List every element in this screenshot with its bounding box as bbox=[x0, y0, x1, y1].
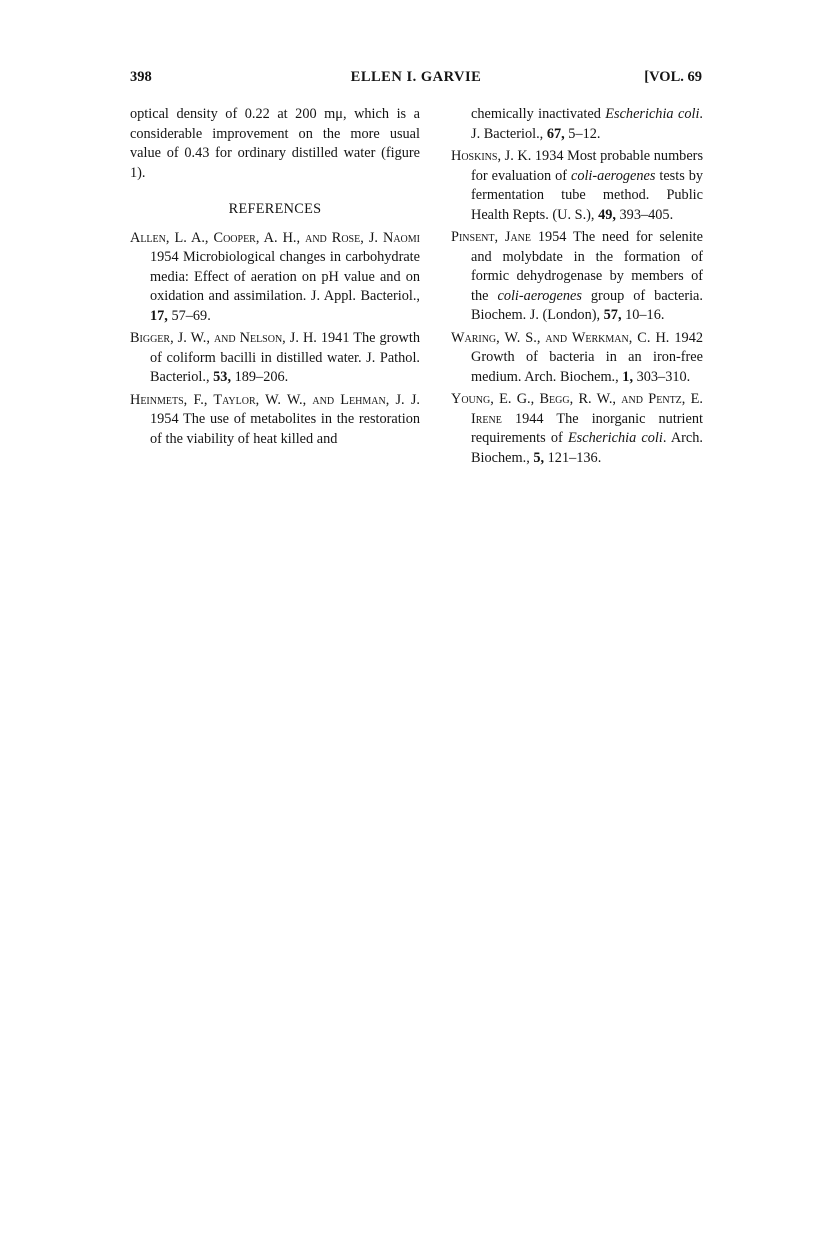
reference-heinmets-1954 bbox=[130, 391, 420, 450]
reference-volume: 5, bbox=[533, 449, 545, 466]
reference-pages: 5–12. bbox=[568, 125, 601, 142]
reference-year: 1954 bbox=[537, 229, 567, 245]
reference-organism: coli-aerogenes bbox=[497, 287, 582, 304]
body-paragraph: optical density of 0.22 at 200 mμ, which is a considerable improvement on the more usual value of 0.43 for ordinary distilled water (figure 1). bbox=[130, 106, 420, 181]
reference-text: The inorganic nutrient requirements of bbox=[471, 410, 703, 446]
reference-authors: Pinsent, Jane bbox=[451, 229, 532, 245]
reference-authors: Allen, L. A., Cooper, A. H., and Rose, J. Naomi bbox=[130, 229, 420, 246]
reference-bigger-1941 bbox=[130, 329, 420, 388]
reference-text: Most probable numbers for evaluation of bbox=[471, 148, 704, 184]
reference-year: 1941 bbox=[320, 330, 350, 346]
reference-pages: 121–136. bbox=[547, 449, 602, 466]
reference-volume: 1, bbox=[622, 368, 634, 385]
reference-volume: 57, bbox=[603, 307, 622, 323]
reference-text: The use of metabolites in the restoration of the viability of heat killed and bbox=[150, 411, 420, 447]
reference-year: 1944 bbox=[514, 410, 544, 427]
running-header bbox=[130, 69, 702, 91]
reference-pages: 57–69. bbox=[171, 307, 211, 324]
volume-label: [VOL. 69 bbox=[644, 69, 702, 85]
reference-authors: Bigger, J. W., and Nelson, J. H. bbox=[130, 330, 317, 346]
reference-year: 1954 bbox=[150, 249, 179, 265]
reference-authors: Heinmets, F., Taylor, W. W., and Lehman, J. J. bbox=[130, 391, 420, 408]
reference-volume: 67, bbox=[546, 125, 565, 142]
reference-authors: Hoskins, J. K. bbox=[451, 148, 532, 164]
reference-volume: 49, bbox=[598, 206, 616, 223]
reference-text: tests by fermentation tube method. Public Health Repts. (U. S.), bbox=[471, 167, 704, 223]
reference-text: Growth of bacteria in an iron-free medium. Arch. Biochem., bbox=[471, 349, 703, 385]
reference-authors: Young, E. G., Begg, R. W., and Pentz, E. Irene bbox=[451, 391, 703, 427]
reference-text: . J. Bacteriol., bbox=[471, 106, 703, 142]
reference-allen-1954 bbox=[130, 229, 420, 327]
reference-hoskins-1934 bbox=[451, 147, 703, 225]
reference-text: The growth of coliform bacilli in distilled water. J. Pathol. Bacteriol., bbox=[150, 330, 420, 385]
left-column bbox=[130, 105, 420, 452]
reference-text: . Arch. Biochem., bbox=[471, 430, 703, 466]
reference-pages: 303–310. bbox=[636, 368, 691, 385]
reference-pages: 10–16. bbox=[625, 307, 665, 323]
reference-pages: 393–405. bbox=[619, 206, 674, 223]
reference-text: Microbiological changes in carbohydrate media: Effect of aeration on pH value and on oxidation and assimilation. J. Appl. Bacteriol., bbox=[150, 249, 420, 304]
reference-pages: 189–206. bbox=[234, 369, 289, 385]
right-column bbox=[451, 105, 703, 471]
reference-text: The need for selenite and molybdate in the formation of formic dehydrogenase by members of the bbox=[471, 229, 703, 304]
references-heading: REFERENCES bbox=[228, 201, 322, 217]
reference-text: chemically inactivated bbox=[471, 106, 601, 122]
reference-organism: Escherichia coli bbox=[605, 106, 700, 122]
running-title: ELLEN I. GARVIE bbox=[350, 69, 482, 85]
reference-organism: coli-aerogenes bbox=[570, 167, 656, 184]
reference-volume: 17, bbox=[150, 307, 168, 324]
reference-authors: Waring, W. S., and Werkman, C. H. bbox=[451, 329, 670, 346]
reference-year: 1942 bbox=[674, 329, 703, 346]
reference-young-1944 bbox=[451, 390, 703, 468]
reference-waring-1942 bbox=[451, 329, 703, 388]
reference-year: 1934 bbox=[534, 148, 564, 164]
reference-organism: Escherichia coli bbox=[567, 430, 663, 446]
reference-volume: 53, bbox=[213, 369, 232, 385]
reference-year: 1954 bbox=[150, 411, 179, 427]
page-number: 398 bbox=[130, 69, 152, 85]
reference-heinmets-continuation bbox=[451, 105, 703, 144]
reference-text: group of bacteria. Biochem. J. (London), bbox=[471, 287, 703, 323]
reference-pinsent-1954 bbox=[451, 228, 703, 326]
